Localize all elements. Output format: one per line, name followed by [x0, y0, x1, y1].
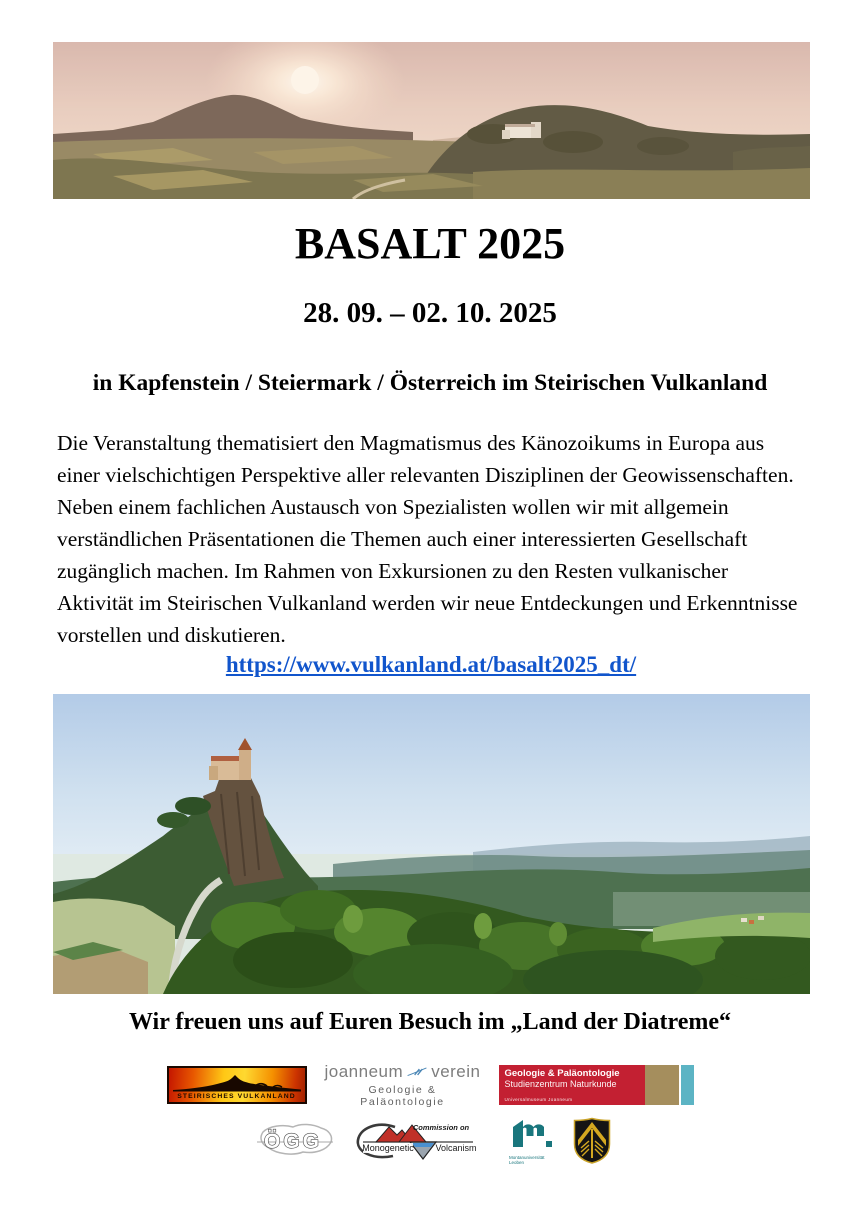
austria-outline-icon: [249, 1120, 337, 1160]
event-location: in Kapfenstein / Steiermark / Österreich im Steirischen Vulkanland: [92, 369, 768, 396]
commission-monogenetic-volcanism-logo: [349, 1118, 481, 1162]
studienzentrum-teal-block: [681, 1065, 694, 1105]
joanneum-swoosh-icon: [407, 1064, 427, 1080]
event-description: Die Veranstaltung thematisiert den Magmatismus des Känozoikums in Europa aus einer vielschichtigen Perspektive aller relevanten Disziplinen der Geowissenschaften. Neben einem fachlichen Austausch von Spezialisten wollen wir mit allgemein verständlichen Präsentationen die Themen auch einer interessierten Gesellschaft zugänglich machen. Im Rahmen von Exkursionen zu den Resten vulkanischer Aktivität im Steirischen Vulkanland werden wir neue Entdeckungen und Erkenntnisse vorstellen und diskutieren.: [57, 430, 798, 647]
montanuni-m-icon: [509, 1117, 553, 1149]
logos-row-1: [0, 1062, 860, 1108]
steirisches-vulkanland-logo: [167, 1066, 307, 1104]
event-link[interactable]: https://www.vulkanland.at/basalt2025_dt/: [225, 651, 637, 677]
event-dates: 28. 09. – 02. 10. 2025: [303, 296, 557, 329]
studienzentrum-red-panel: [499, 1065, 645, 1105]
cmv-emblem-icon: [349, 1118, 481, 1162]
page-title: BASALT 2025: [294, 219, 566, 268]
verein-word: verein: [431, 1061, 481, 1081]
studienzentrum-tan-block: [645, 1065, 679, 1105]
top-panorama-photo: [53, 42, 810, 199]
sunset-panorama-illustration: [53, 42, 810, 199]
studienzentrum-line1: Geologie & Paläontologie: [504, 1067, 620, 1079]
kapfenstein-crest-logo: [573, 1117, 611, 1164]
closing-text: Wir freuen uns auf Euren Besuch im „Land der Diatreme“: [128, 1008, 732, 1035]
oegg-logo: [249, 1120, 337, 1160]
joanneum-subtitle: Geologie & Paläontologie: [360, 1083, 445, 1108]
joanneum-verein-logo: [325, 1062, 481, 1108]
montanuniversitaet-leoben-logo: [509, 1117, 555, 1166]
cmv-monogenetic-label: Monogenetic: [362, 1143, 414, 1154]
montanuni-line2: Leoben: [509, 1160, 525, 1166]
vulkanland-logo-label: STEIRISCHES VULKANLAND: [177, 1092, 296, 1100]
riegersburg-photo: [53, 694, 810, 994]
studienzentrum-line2: Studienzentrum Naturkunde: [504, 1079, 617, 1090]
montanuni-line1: Montanuniversität: [509, 1155, 545, 1161]
link-line: [57, 652, 805, 678]
cmv-top-label: Commission on: [412, 1123, 470, 1133]
cmv-volcanism-label: Volcanism: [435, 1143, 477, 1154]
logos-row-2: [0, 1117, 860, 1164]
studienzentrum-naturkunde-logo: [499, 1065, 694, 1105]
joanneum-word: joanneum: [324, 1061, 404, 1081]
coat-of-arms-icon: [573, 1117, 611, 1164]
castle-landscape-illustration: [53, 694, 810, 994]
oegg-letters: ÖGG: [263, 1130, 323, 1154]
studienzentrum-line3: Universalmuseum Joanneum: [504, 1096, 573, 1102]
